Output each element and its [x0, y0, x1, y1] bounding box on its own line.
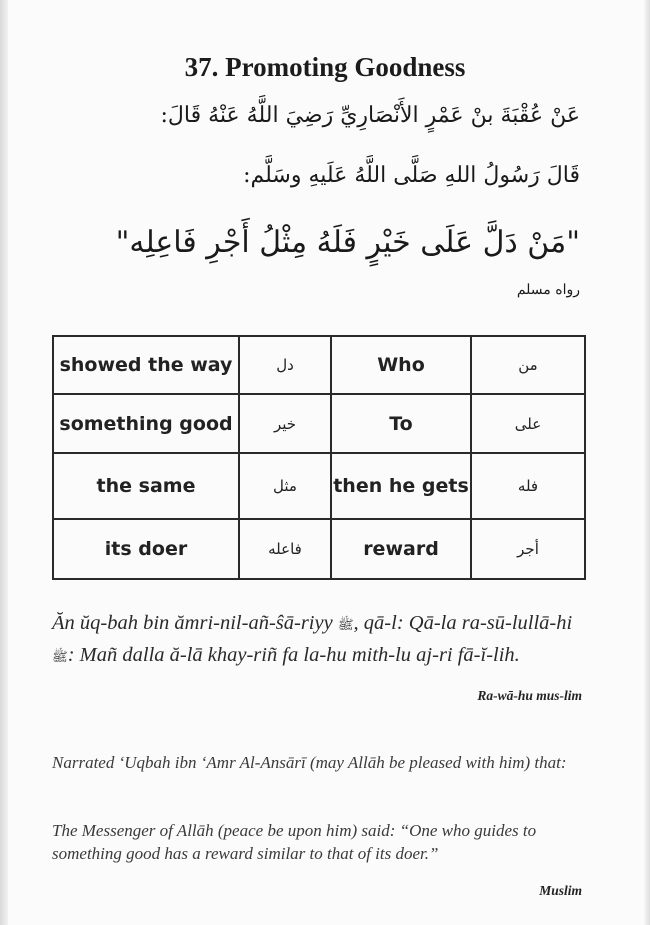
arabic-narrator-line: عَنْ عُقْبَةَ بنْ عَمْرٍ الأَنْصَارِيِّ رَضِيَ اللَّهُ عَنْهُ قَالَ:: [160, 103, 580, 128]
vocab-arabic-cell: فله: [471, 453, 585, 519]
vocab-english-cell: its doer: [53, 519, 239, 579]
table-row: [53, 519, 585, 579]
vocabulary-table: [52, 335, 586, 580]
vocab-arabic-cell: فاعله: [239, 519, 331, 579]
vocab-arabic-cell: مثل: [239, 453, 331, 519]
translation-hadith: The Messenger of Allāh (peace be upon him) said: “One who guides to something good has a reward similar to that of its doer.”: [52, 821, 537, 863]
transliteration: [52, 608, 587, 672]
vocab-english-cell: showed the way: [53, 336, 239, 394]
transliteration-part: : Mañ dalla ă-lā khay-riñ fa la-hu mith-lu aj-ri fā-ĭ-lih.: [67, 644, 520, 666]
page-edge-right: [644, 0, 650, 925]
vocab-english-cell: reward: [331, 519, 471, 579]
vocab-arabic-cell: أجر: [471, 519, 585, 579]
translation-source: Muslim: [539, 883, 582, 898]
transliteration-part: Ăn ŭq-bah bin ămri-nil-añ-ŝā-riyy: [52, 612, 333, 634]
translation-narration: Narrated ‘Uqbah ibn ‘Amr Al-Ansārī (may Allāh be pleased with him) that:: [52, 753, 567, 772]
transliteration-part: , qā-l: Qā-la ra-sū-lullā-hi: [353, 612, 573, 634]
arabic-prophet-line: قَالَ رَسُولُ اللهِ صَلَّى اللَّهُ عَلَيهِ وسَلَّم:: [243, 163, 580, 188]
vocab-arabic-cell: دل: [239, 336, 331, 394]
vocab-arabic-cell: من: [471, 336, 585, 394]
vocab-arabic-cell: خير: [239, 394, 331, 453]
vocab-english-cell: the same: [53, 453, 239, 519]
vocab-english-cell: Who: [331, 336, 471, 394]
honorific-icon: ﷺ: [52, 649, 68, 664]
vocab-english-cell: then he gets: [331, 453, 471, 519]
table-row: [53, 453, 585, 519]
transliteration-source: Ra-wā-hu mus-lim: [477, 688, 582, 703]
page-title: 37. Promoting Goodness: [184, 52, 466, 82]
vocab-english-cell: something good: [53, 394, 239, 453]
page-edge-left: [0, 0, 8, 925]
vocab-english-cell: To: [331, 394, 471, 453]
table-row: [53, 394, 585, 453]
table-row: [53, 336, 585, 394]
arabic-source: رواه مسلم: [516, 282, 580, 298]
honorific-icon: ﷺ: [337, 617, 354, 632]
vocab-arabic-cell: على: [471, 394, 585, 453]
arabic-hadith-text: "مَنْ دَلَّ عَلَى خَيْرٍ فَلَهُ مِثْلُ أَجْرِ فَاعِلِه": [115, 225, 580, 260]
